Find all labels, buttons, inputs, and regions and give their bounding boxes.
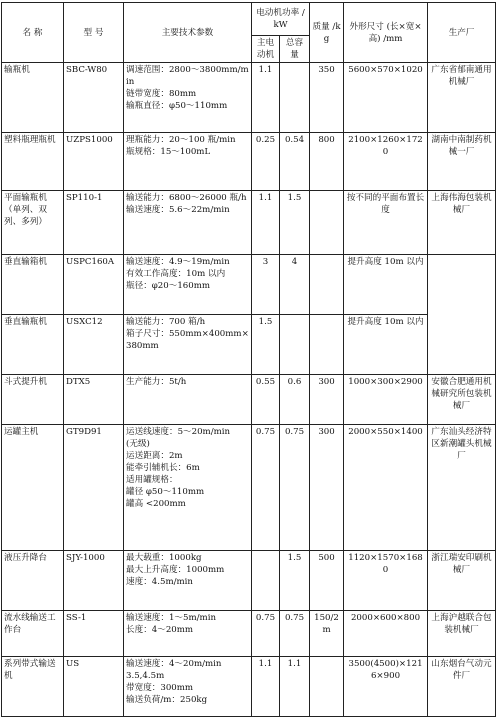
cell-mass: 350 [310, 63, 344, 133]
cell-name: 垂直输箱机 [2, 255, 64, 315]
header-mass: 质量 /kg [310, 3, 344, 63]
cell-name: 运罐主机 [2, 425, 64, 551]
table-row [2, 657, 496, 717]
cell-mass [310, 191, 344, 255]
cell-maker [428, 255, 496, 375]
cell-dims: 提升高度 10m 以内 [344, 255, 428, 315]
cell-model: USXC12 [64, 315, 124, 375]
cell-total-power: 1.5 [280, 551, 310, 611]
cell-dims: 1000×300×2900 [344, 375, 428, 425]
cell-dims: 2000×600×800 [344, 611, 428, 657]
cell-params: 输送速度：4～20m/min 3.5,4.5m 带宽度：300mm 输送负荷/m：250kg [124, 657, 252, 717]
table-row [2, 255, 496, 315]
cell-main-power: 1.5 [252, 315, 280, 375]
header-params: 主要技术参数 [124, 3, 252, 63]
cell-total-power: 0.75 [280, 611, 310, 657]
cell-mass: 300 [310, 425, 344, 551]
cell-maker: 安徽合肥通用机械研究所包装机械厂 [428, 375, 496, 425]
cell-model: DTX5 [64, 375, 124, 425]
header-power-total: 总容量 [280, 36, 310, 63]
table-row [2, 611, 496, 657]
table-row [2, 315, 496, 375]
cell-dims: 2100×1260×1720 [344, 133, 428, 191]
cell-dims: 5600×570×1020 [344, 63, 428, 133]
cell-maker: 上海伟海包装机械厂 [428, 191, 496, 255]
cell-total-power [280, 63, 310, 133]
cell-name: 输瓶机 [2, 63, 64, 133]
cell-total-power: 0.75 [280, 425, 310, 551]
table-row [2, 63, 496, 133]
cell-mass: 300 [310, 375, 344, 425]
equipment-table [1, 2, 496, 717]
cell-maker: 浙江瑞安印刷机械厂 [428, 551, 496, 611]
cell-main-power: 0.75 [252, 425, 280, 551]
cell-dims: 提升高度 10m 以内 [344, 315, 428, 375]
table-row [2, 133, 496, 191]
table-row [2, 375, 496, 425]
cell-params: 理瓶能力：20～100 瓶/min 瓶规格：15～100mL [124, 133, 252, 191]
cell-dims: 3500(4500)×1216×900 [344, 657, 428, 717]
cell-params: 运送线速度：5～20m/min (无级) 运送距离：2m 能牵引辅机长：6m 适用罐规格： 罐径 φ50～110mm 罐高 <200mm [124, 425, 252, 551]
cell-params: 输送速度：1～5m/min 长度：4～20mm [124, 611, 252, 657]
cell-main-power [252, 551, 280, 611]
cell-params: 生产能力：5t/h [124, 375, 252, 425]
cell-total-power: 4 [280, 255, 310, 315]
cell-total-power: 1.5 [280, 191, 310, 255]
cell-maker: 广东汕头经济特区新潮罐头机械厂 [428, 425, 496, 551]
header-model: 型 号 [64, 3, 124, 63]
cell-model: SJY-1000 [64, 551, 124, 611]
cell-mass [310, 657, 344, 717]
cell-name: 液压升降台 [2, 551, 64, 611]
cell-mass [310, 315, 344, 375]
cell-params: 输送能力：6800～26000 瓶/h 输送速度：5.6～22m/min [124, 191, 252, 255]
cell-model: GT9D91 [64, 425, 124, 551]
cell-total-power: 1.1 [280, 657, 310, 717]
cell-model: SP110-1 [64, 191, 124, 255]
cell-main-power: 1.1 [252, 657, 280, 717]
cell-mass: 500 [310, 551, 344, 611]
cell-dims: 按不同的平面布置长度 [344, 191, 428, 255]
cell-main-power: 0.25 [252, 133, 280, 191]
cell-params: 最大载重：1000kg 最大上升高度：1000mm 速度：4.5m/min [124, 551, 252, 611]
cell-maker: 山东烟台气动元件厂 [428, 657, 496, 717]
cell-model: USPC160A [64, 255, 124, 315]
cell-name: 系列带式输送机 [2, 657, 64, 717]
table-row [2, 191, 496, 255]
cell-total-power: 0.6 [280, 375, 310, 425]
cell-name: 流水线输送工作台 [2, 611, 64, 657]
cell-maker: 上海沪越联合包装机械厂 [428, 611, 496, 657]
cell-name: 平面输瓶机（单列、双列、多列） [2, 191, 64, 255]
header-power-main: 主电动机 [252, 36, 280, 63]
cell-maker: 湖南中南制药机械一厂 [428, 133, 496, 191]
cell-dims: 1120×1570×1680 [344, 551, 428, 611]
cell-name: 斗式提升机 [2, 375, 64, 425]
cell-mass: 800 [310, 133, 344, 191]
cell-params: 输送速度：4.9～19m/min 有效工作高度：10m 以内 瓶径：φ20～160mm [124, 255, 252, 315]
cell-main-power: 3 [252, 255, 280, 315]
cell-name: 塑料瓶理瓶机 [2, 133, 64, 191]
header-dims: 外形尺寸 (长×宽×高) /mm [344, 3, 428, 63]
cell-model: US [64, 657, 124, 717]
header-maker: 生产厂 [428, 3, 496, 63]
cell-total-power [280, 315, 310, 375]
cell-name: 垂直输瓶机 [2, 315, 64, 375]
cell-model: SS-1 [64, 611, 124, 657]
cell-main-power: 0.55 [252, 375, 280, 425]
cell-model: UZPS1000 [64, 133, 124, 191]
cell-params: 输送能力：700 箱/h 箱子尺寸：550mm×400mm×380mm [124, 315, 252, 375]
cell-total-power: 0.54 [280, 133, 310, 191]
cell-params: 调速范围：2800～3800mm/min 链带宽度：80mm 输瓶直径：φ50～110mm [124, 63, 252, 133]
header-name: 名 称 [2, 3, 64, 63]
table-row [2, 425, 496, 551]
cell-maker: 广东省郁南通用机械厂 [428, 63, 496, 133]
cell-model: SBC-W80 [64, 63, 124, 133]
cell-mass [310, 255, 344, 315]
cell-mass: 150/2m [310, 611, 344, 657]
cell-main-power: 0.75 [252, 611, 280, 657]
cell-main-power: 1.1 [252, 63, 280, 133]
cell-dims: 2000×550×1400 [344, 425, 428, 551]
cell-main-power: 1.1 [252, 191, 280, 255]
table-row [2, 551, 496, 611]
header-power: 电动机功率 /kW [252, 3, 310, 36]
